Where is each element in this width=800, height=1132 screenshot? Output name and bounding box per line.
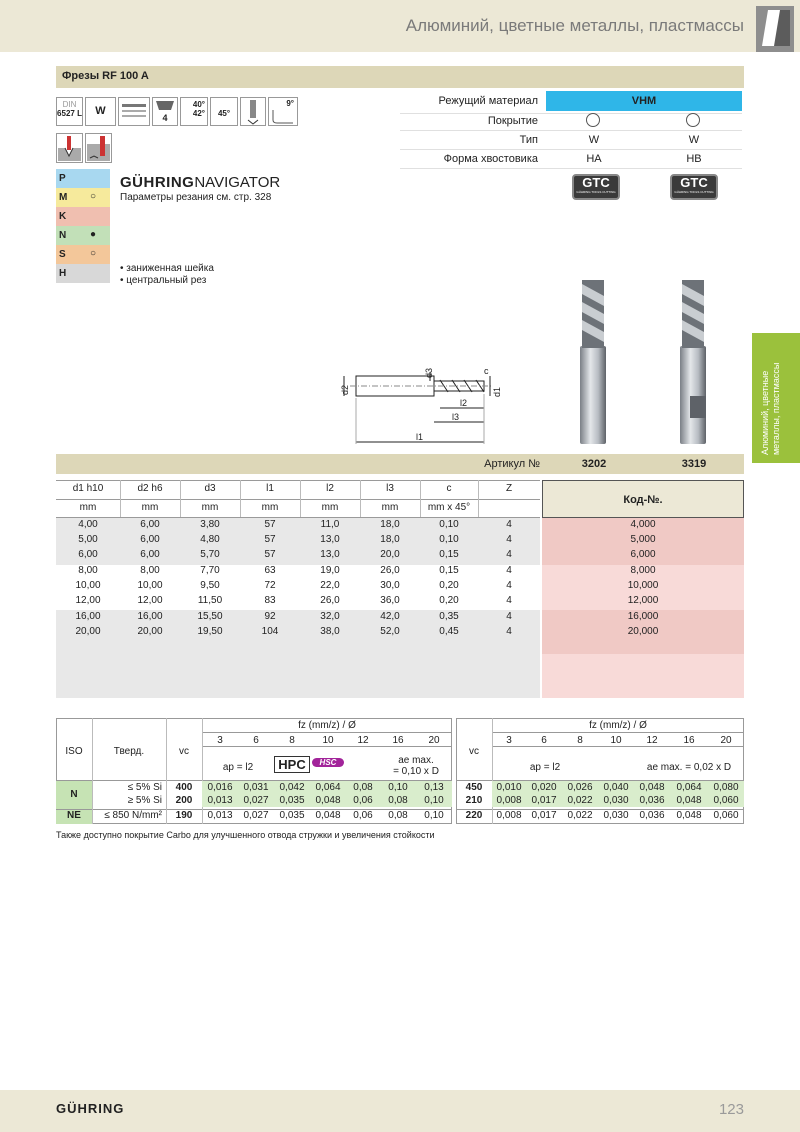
table-cell: 7,70 <box>200 565 220 576</box>
table-column-rule <box>360 480 361 517</box>
iso-row-m <box>56 188 110 207</box>
label-l3: l3 <box>452 412 460 422</box>
iso-letter: N <box>59 230 67 241</box>
diameter-header: 3 <box>217 735 223 746</box>
row-group-grey <box>56 654 540 698</box>
table-cell: 11,0 <box>320 519 340 530</box>
brand-mark-icon <box>756 6 794 52</box>
cutting-rule <box>492 732 744 733</box>
vc-value: 200 <box>175 795 193 806</box>
table-cell: 8,00 <box>140 565 160 576</box>
code-cell: 5,000 <box>630 534 656 545</box>
table-cell: 12,00 <box>75 595 101 606</box>
code-cell: 16,000 <box>627 611 659 622</box>
column-header: c <box>446 483 452 494</box>
table-cell: 3,80 <box>200 519 220 530</box>
label-l2: l2 <box>460 398 468 408</box>
fz-value-right: 0,030 <box>603 810 629 821</box>
table-cell: 4 <box>506 519 512 530</box>
fz-value: 0,031 <box>243 782 269 793</box>
fz-value-right: 0,008 <box>496 810 522 821</box>
table-cell: 10,00 <box>75 580 101 591</box>
ap-left: ap = l2 <box>222 762 254 773</box>
table-cell: 4 <box>506 595 512 606</box>
table-cell: 104 <box>261 626 279 637</box>
vc-value-right: 450 <box>465 782 483 793</box>
column-unit: mm <box>321 502 339 513</box>
fz-value: 0,08 <box>388 810 408 821</box>
table-cell: 4,00 <box>78 519 98 530</box>
iso-row-h <box>56 264 110 283</box>
label-c: c <box>484 366 489 376</box>
table-column-rule <box>120 480 121 517</box>
type-w-icon: W <box>85 97 116 126</box>
fz-value-right: 0,060 <box>713 810 739 821</box>
code-cell: 20,000 <box>627 626 659 637</box>
hardness-value: ≤ 5% Si <box>127 782 162 793</box>
code-cell: 10,000 <box>627 580 659 591</box>
vc-header-right: vc <box>469 746 479 757</box>
hardness-header: Тверд. <box>113 746 145 757</box>
table-cell: 20,00 <box>75 626 101 637</box>
column-unit: mm <box>141 502 159 513</box>
coating-none-icon <box>586 113 600 127</box>
navigator-logo <box>120 174 280 191</box>
column-unit: mm <box>381 502 399 513</box>
column-header: l1 <box>266 483 274 494</box>
fz-value-right: 0,048 <box>676 810 702 821</box>
table-cell: 4,80 <box>200 534 220 545</box>
article-number-1: 3202 <box>581 458 607 470</box>
shank-value-1: HA <box>586 153 602 165</box>
table-cell: 32,0 <box>320 611 340 622</box>
footnote: Также доступно покрытие Carbo для улучшенного отвода стружки и увеличения стойкости <box>56 830 435 840</box>
fz-value-right: 0,030 <box>603 795 629 806</box>
gtc-sub: GÜHRING TOOLS CUTTING <box>674 190 714 194</box>
fz-value-right: 0,048 <box>639 782 665 793</box>
column-header: Z <box>505 483 513 494</box>
feature-item: • центральный рез <box>120 275 207 286</box>
diameter-header: 8 <box>289 735 295 746</box>
end-mill-hb-image <box>668 276 718 448</box>
fz-value: 0,10 <box>424 795 444 806</box>
fz-value-right: 0,040 <box>603 782 629 793</box>
cutting-rule <box>492 746 744 747</box>
table-cell: 57 <box>264 519 276 530</box>
table-rule <box>56 517 540 518</box>
table-cell: 36,0 <box>380 595 400 606</box>
vc-value: 400 <box>175 782 193 793</box>
table-cell: 63 <box>264 565 276 576</box>
table-column-rule <box>478 480 479 517</box>
table-cell: 26,0 <box>380 565 400 576</box>
table-column-rule <box>180 480 181 517</box>
din-label: DIN <box>62 100 77 109</box>
table-cell: 5,00 <box>78 534 98 545</box>
table-cell: 57 <box>264 534 276 545</box>
spec-label-coating: Покрытие <box>487 115 538 127</box>
table-cell: 0,35 <box>439 611 459 622</box>
diameter-header: 12 <box>646 735 658 746</box>
column-header: l2 <box>326 483 334 494</box>
column-unit: mm x 45° <box>427 502 471 513</box>
table-cell: 9,50 <box>200 580 220 591</box>
fz-value: 0,016 <box>207 782 233 793</box>
material-value: VHM <box>631 95 657 107</box>
vc-value-right: 210 <box>465 795 483 806</box>
vc-value-right: 220 <box>465 810 483 821</box>
cutting-column-rule <box>92 718 93 824</box>
iso-letter: H <box>59 268 67 279</box>
table-cell: 0,15 <box>439 549 459 560</box>
code-cell: 4,000 <box>630 519 656 530</box>
table-cell: 18,0 <box>380 519 400 530</box>
table-cell: 6,00 <box>140 519 160 530</box>
hardness-value: ≤ 850 N/mm² <box>104 810 162 821</box>
table-rule <box>56 480 540 481</box>
table-cell: 42,0 <box>380 611 400 622</box>
fz-value-right: 0,036 <box>639 810 665 821</box>
column-unit: mm <box>261 502 279 513</box>
end-mill-ha-image <box>568 276 618 448</box>
gtc-label: GTC <box>680 175 708 190</box>
table-cell: 6,00 <box>78 549 98 560</box>
iso-mark: ● <box>90 229 97 240</box>
ap-right: ap = l2 <box>529 762 561 773</box>
category-tab-label: Алюминий, цветные металлы, пластмассы <box>760 362 781 455</box>
vc-header: vc <box>179 746 189 757</box>
table-cell: 6,00 <box>140 534 160 545</box>
table-cell: 20,0 <box>380 549 400 560</box>
article-label: Артикул № <box>484 458 540 470</box>
slot-milling-icon <box>56 133 83 163</box>
relief-angle: 9° <box>286 99 294 108</box>
spec-label-material: Режущий материал <box>438 95 538 107</box>
fz-value-right: 0,064 <box>676 782 702 793</box>
cutting-rule <box>202 746 452 747</box>
cutting-rule <box>202 732 452 733</box>
table-cell: 4 <box>506 549 512 560</box>
fz-value-right: 0,017 <box>531 810 557 821</box>
table-cell: 19,0 <box>320 565 340 576</box>
fz-value: 0,035 <box>279 795 305 806</box>
table-cell: 38,0 <box>320 626 340 637</box>
din-number: 6527 L <box>57 109 82 118</box>
hpc-badge: HPC <box>274 756 310 773</box>
header-logo <box>756 6 794 52</box>
fz-value: 0,06 <box>353 810 373 821</box>
table-cell: 18,0 <box>380 534 400 545</box>
feature-item: • заниженная шейка <box>120 263 214 274</box>
fz-value: 0,048 <box>315 795 341 806</box>
page-number: 123 <box>718 1101 744 1118</box>
code-header: Код-№. <box>623 494 663 506</box>
fz-value: 0,08 <box>388 795 408 806</box>
column-unit: mm <box>201 502 219 513</box>
spec-divider <box>400 130 742 131</box>
din-icon <box>56 97 83 126</box>
table-cell: 83 <box>264 595 276 606</box>
type-value-1: W <box>588 134 600 146</box>
iso-letter: P <box>59 173 66 184</box>
iso-header: ISO <box>65 746 83 757</box>
label-l1: l1 <box>416 432 424 442</box>
diameter-header: 10 <box>610 735 622 746</box>
table-cell: 52,0 <box>380 626 400 637</box>
section-title: Фрезы RF 100 A <box>62 70 149 82</box>
fz-value: 0,06 <box>353 795 373 806</box>
iso-group: N <box>70 789 78 800</box>
fz-value-right: 0,010 <box>496 782 522 793</box>
table-cell: 4 <box>506 534 512 545</box>
table-cell: 13,0 <box>320 534 340 545</box>
iso-group: NE <box>67 810 81 821</box>
fz-value-right: 0,048 <box>676 795 702 806</box>
table-cell: 20,00 <box>137 626 163 637</box>
gtc-sub: GÜHRING TOOLS CUTTING <box>576 190 616 194</box>
diameter-header: 8 <box>577 735 583 746</box>
fz-value: 0,064 <box>315 782 341 793</box>
code-cell: 6,000 <box>630 549 656 560</box>
iso-letter: M <box>59 192 68 203</box>
diameter-header: 10 <box>322 735 334 746</box>
diameter-header: 20 <box>428 735 440 746</box>
fz-value-right: 0,022 <box>567 810 593 821</box>
column-header: d3 <box>204 483 216 494</box>
spec-label-shank: Форма хвостовика <box>443 153 538 165</box>
chamfer-icon: 45° <box>210 97 238 126</box>
table-cell: 0,10 <box>439 519 459 530</box>
iso-row-s <box>56 245 110 264</box>
fz-value: 0,013 <box>207 795 233 806</box>
table-rule <box>56 499 540 500</box>
header-title: Алюминий, цветные металлы, пластмассы <box>405 16 744 35</box>
category-tab[interactable] <box>752 333 800 463</box>
table-cell: 8,00 <box>78 565 98 576</box>
column-header: d2 h6 <box>137 483 163 494</box>
fz-value-right: 0,036 <box>639 795 665 806</box>
column-unit: mm <box>79 502 97 513</box>
article-number-2: 3319 <box>681 458 707 470</box>
table-cell: 4 <box>506 565 512 576</box>
flutes-icon <box>152 97 178 126</box>
table-cell: 0,20 <box>439 580 459 591</box>
iso-row-k <box>56 207 110 226</box>
table-cell: 4 <box>506 580 512 591</box>
table-cell: 0,45 <box>439 626 459 637</box>
side-milling-icon <box>85 133 112 163</box>
diameter-header: 6 <box>541 735 547 746</box>
label-d3: d3 <box>424 367 435 379</box>
ae-right: ae max. = 0,02 x D <box>646 762 732 773</box>
fz-value-right: 0,022 <box>567 795 593 806</box>
table-cell: 72 <box>264 580 276 591</box>
ae-left: ae max. = 0,10 x D <box>393 755 439 777</box>
fz-header-left: fz (mm/z) / Ø <box>298 720 356 731</box>
table-cell: 16,00 <box>137 611 163 622</box>
code-cell: 8,000 <box>630 565 656 576</box>
table-cell: 6,00 <box>140 549 160 560</box>
helix-angle-icon <box>180 97 208 126</box>
fz-header-right: fz (mm/z) / Ø <box>589 720 647 731</box>
fz-value-right: 0,026 <box>567 782 593 793</box>
table-cell: 11,50 <box>197 595 223 606</box>
coating-none-icon <box>686 113 700 127</box>
table-cell: 5,70 <box>200 549 220 560</box>
fz-value: 0,013 <box>207 810 233 821</box>
table-cell: 30,0 <box>380 580 400 591</box>
relief-angle-icon <box>268 97 298 126</box>
flutes-count: 4 <box>162 113 168 123</box>
fz-value-right: 0,080 <box>713 782 739 793</box>
fz-value: 0,08 <box>353 782 373 793</box>
navigator-note: Параметры резания см. стр. 328 <box>120 192 272 203</box>
fz-value: 0,042 <box>279 782 305 793</box>
fz-value: 0,027 <box>243 810 269 821</box>
fz-value-right: 0,008 <box>496 795 522 806</box>
center-cut-icon <box>240 97 266 126</box>
gtc-label: GTC <box>582 175 610 190</box>
iso-letter: K <box>59 211 67 222</box>
table-column-rule <box>420 480 421 517</box>
spec-divider <box>400 168 742 169</box>
label-d2: d2 <box>340 384 351 396</box>
table-cell: 0,10 <box>439 534 459 545</box>
page-footer <box>0 1090 800 1132</box>
spec-label-type: Тип <box>519 134 538 146</box>
table-cell: 10,00 <box>137 580 163 591</box>
table-cell: 22,0 <box>320 580 340 591</box>
iso-mark: ○ <box>90 191 97 202</box>
helix-angle-1: 40° <box>192 100 205 109</box>
table-cell: 57 <box>264 549 276 560</box>
code-cell: 12,000 <box>627 595 659 606</box>
helix-angle-2: 42° <box>192 109 205 118</box>
fz-value-right: 0,020 <box>531 782 557 793</box>
table-cell: 26,0 <box>320 595 340 606</box>
diameter-header: 6 <box>253 735 259 746</box>
table-cell: 92 <box>264 611 276 622</box>
table-column-rule <box>300 480 301 517</box>
hardness-value: ≥ 5% Si <box>127 795 162 806</box>
iso-letter: S <box>59 249 66 260</box>
fz-value: 0,027 <box>243 795 269 806</box>
section-bar <box>56 66 744 88</box>
table-cell: 12,00 <box>137 595 163 606</box>
fz-value: 0,10 <box>424 810 444 821</box>
label-d1: d1 <box>492 386 503 398</box>
navigator-product: NAVIGATOR <box>194 174 281 191</box>
article-bar <box>56 454 744 474</box>
fz-value: 0,048 <box>315 810 341 821</box>
diameter-header: 12 <box>357 735 369 746</box>
iso-row-p <box>56 169 110 188</box>
table-cell: 0,20 <box>439 595 459 606</box>
diameter-header: 16 <box>392 735 404 746</box>
table-cell: 4 <box>506 611 512 622</box>
fz-value-right: 0,060 <box>713 795 739 806</box>
column-header: l3 <box>386 483 394 494</box>
iso-row-n <box>56 226 110 245</box>
fz-value: 0,10 <box>388 782 408 793</box>
table-cell: 13,0 <box>320 549 340 560</box>
iso-mark: ○ <box>90 248 97 259</box>
type-value-2: W <box>688 134 700 146</box>
diameter-header: 16 <box>683 735 695 746</box>
table-column-rule <box>240 480 241 517</box>
table-cell: 4 <box>506 626 512 637</box>
hsc-badge: HSC <box>312 758 344 767</box>
fz-value-right: 0,017 <box>531 795 557 806</box>
diameter-header: 20 <box>720 735 732 746</box>
shank-value-2: HB <box>686 153 702 165</box>
gtc-badge <box>572 174 620 200</box>
gtc-badge <box>670 174 718 200</box>
table-cell: 16,00 <box>75 611 101 622</box>
fz-value: 0,13 <box>424 782 444 793</box>
column-header: d1 h10 <box>72 483 104 494</box>
navigator-brand: GÜHRING <box>120 174 195 191</box>
table-cell: 15,50 <box>197 611 223 622</box>
vc-value: 190 <box>175 810 193 821</box>
diameter-header: 3 <box>506 735 512 746</box>
spec-divider <box>400 149 742 150</box>
dimension-table <box>56 480 744 700</box>
fz-value: 0,035 <box>279 810 305 821</box>
table-cell: 0,15 <box>439 565 459 576</box>
coolant-icon <box>118 97 150 126</box>
cutting-data-table <box>56 718 744 824</box>
footer-logo: GÜHRING <box>56 1101 125 1116</box>
table-cell: 19,50 <box>197 626 223 637</box>
cutting-column-rule <box>166 718 167 824</box>
